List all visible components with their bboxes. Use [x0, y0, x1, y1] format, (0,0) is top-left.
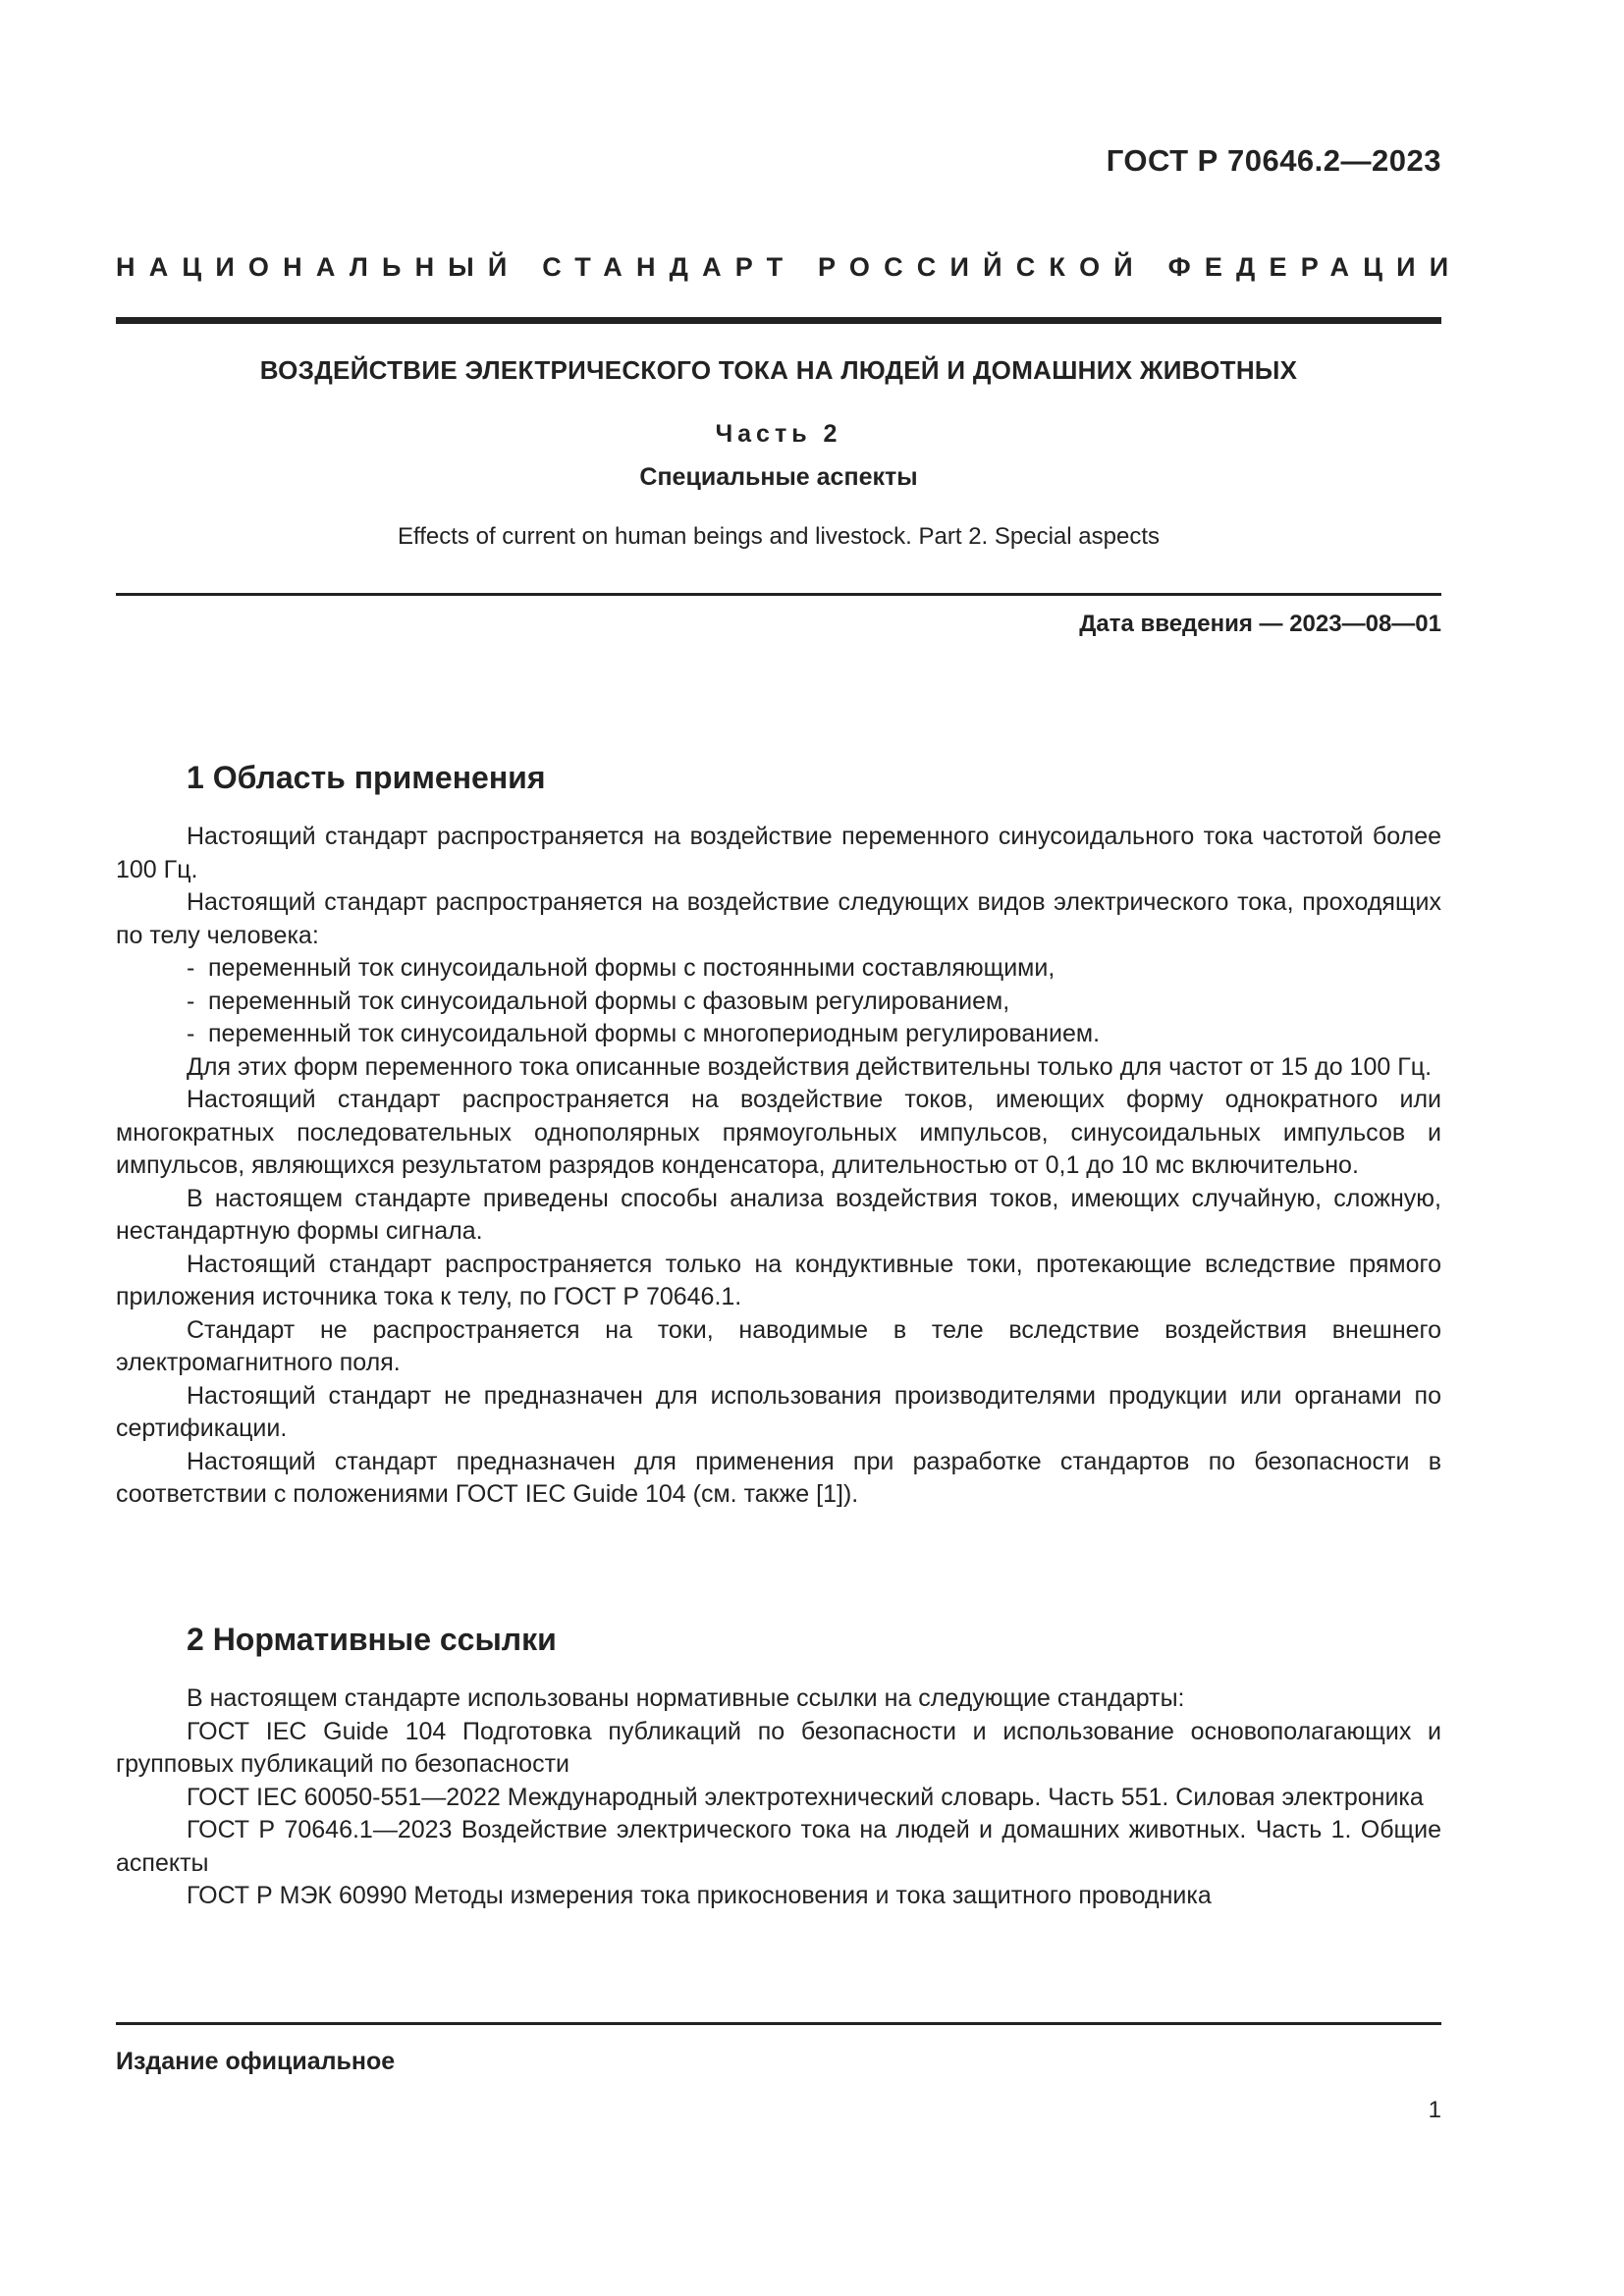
national-standard-banner: НАЦИОНАЛЬНЫЙ СТАНДАРТ РОССИЙСКОЙ ФЕДЕРАЦИИ: [116, 252, 1463, 282]
english-title: Effects of current on human beings and livestock. Part 2. Special aspects: [398, 523, 1160, 550]
normative-reference: [116, 1880, 1441, 1913]
introduction-date: Дата введения — 2023—08—01: [1079, 611, 1441, 637]
paragraph: В настоящем стандарте приведены способы анализа воздействия токов, имеющих случайную, сложную, нестандартную формы сигнала.: [116, 1184, 1441, 1245]
paragraph: В настоящем стандарте использованы нормативные ссылки на следующие стандарты:: [187, 1684, 1185, 1712]
part-label: Часть 2: [715, 420, 842, 448]
section-2-body: [116, 1682, 1441, 1913]
paragraph: Настоящий стандарт предназначен для применения при разработке стандартов по безопасности в соответствии с положениями ГОСТ IEC Guide 104 (см. также [1]).: [116, 1447, 1441, 1508]
header-rule: [116, 317, 1441, 324]
list-item: - переменный ток синусоидальной формы с постоянными составляющими,: [187, 954, 1056, 982]
reference-code: ГОСТ IEC 60050-551—2022: [187, 1783, 501, 1811]
paragraph: Настоящий стандарт не предназначен для использования производителями продукции или органами по сертификации.: [116, 1381, 1441, 1442]
paragraph: Настоящий стандарт распространяется только на кондуктивные токи, протекающие вследствие прямого приложения источника тока к телу, по ГОСТ Р 70646.1.: [116, 1250, 1441, 1310]
reference-code: ГОСТ Р 70646.1—2023: [187, 1816, 453, 1843]
reference-text: Международный электротехнический словарь. Часть 551. Силовая электроника: [507, 1783, 1424, 1811]
normative-reference: [116, 1814, 1441, 1880]
official-edition-label: Издание официальное: [116, 2048, 396, 2075]
reference-text: Воздействие электрического тока на людей и домашних животных. Часть 1. Общие аспекты: [116, 1816, 1441, 1877]
reference-text: Подготовка публикаций по безопасности и использование основополагающих и групповых публикаций по безопасности: [116, 1717, 1441, 1778]
paragraph: Настоящий стандарт распространяется на воздействие переменного синусоидального тока частотой более 100 Гц.: [116, 823, 1441, 883]
section-1-body: [116, 821, 1441, 1512]
normative-reference: [116, 1782, 1441, 1815]
document-title: ВОЗДЕЙСТВИЕ ЭЛЕКТРИЧЕСКОГО ТОКА НА ЛЮДЕЙ И ДОМАШНИХ ЖИВОТНЫХ: [259, 355, 1298, 385]
reference-text: Методы измерения тока прикосновения и тока защитного проводника: [413, 1882, 1212, 1909]
section-2-heading: 2 Нормативные ссылки: [187, 1622, 557, 1657]
list-item: - переменный ток синусоидальной формы с фазовым регулированием,: [187, 987, 1010, 1015]
footer-rule: [116, 2022, 1441, 2025]
document-code: ГОСТ Р 70646.2—2023: [1106, 143, 1441, 178]
reference-code: ГОСТ Р МЭК 60990: [187, 1882, 407, 1909]
reference-code: ГОСТ IEC Guide 104: [187, 1717, 447, 1745]
normative-reference: [116, 1716, 1441, 1782]
section-1-heading: 1 Область применения: [187, 760, 546, 795]
title-rule: [116, 593, 1441, 596]
page-number: 1: [1428, 2097, 1441, 2123]
paragraph: Для этих форм переменного тока описанные воздействия действительны только для частот от 15 до 100 Гц.: [187, 1052, 1433, 1081]
part-title: Специальные аспекты: [639, 463, 918, 491]
paragraph: Настоящий стандарт распространяется на воздействие следующих видов электрического тока, проходящих по телу человека:: [116, 888, 1441, 949]
paragraph: Настоящий стандарт распространяется на воздействие токов, имеющих форму однократного или многократных последовательных однополярных прямоугольных импульсов, синусоидальных импульсов и импульсов, являющихся результатом разрядов конденсатора, длительностью от 0,1 до 10 мс включительно.: [116, 1086, 1441, 1179]
list-item: - переменный ток синусоидальной формы с многопериодным регулированием.: [187, 1020, 1101, 1047]
paragraph: Стандарт не распространяется на токи, наводимые в теле вследствие воздействия внешнего электромагнитного поля.: [116, 1315, 1441, 1376]
current-types-list: [116, 952, 1441, 1051]
